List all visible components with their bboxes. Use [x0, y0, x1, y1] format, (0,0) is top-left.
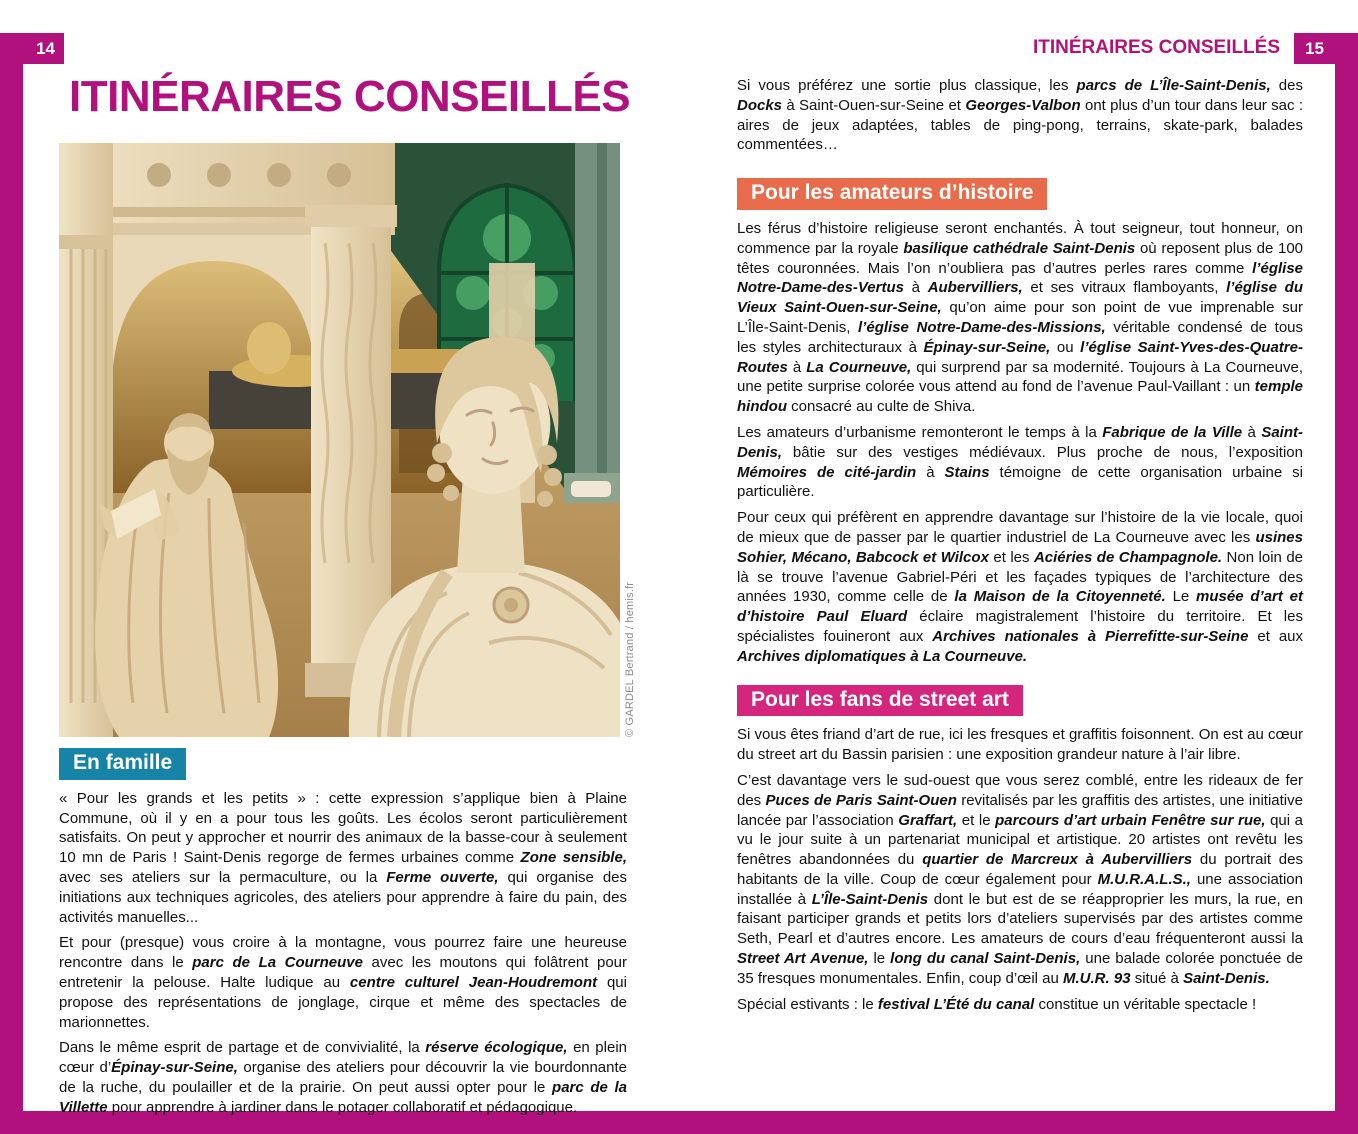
- left-page-text-column: [59, 748, 627, 1124]
- paragraph: Les férus d’histoire religieuse seront enchantés. À tout seigneur, tout honneur, on commence par la royale basilique cathédrale Saint-Denis où reposent plus de 100 têtes couronnées. Mais l’on n’oubliera pas d’autres perles rares comme l’église Notre-Dame-des-Vertus à Aubervilliers, et ses vitraux flamboyants, l’église du Vieux Saint-Ouen-sur-Seine, qu’on aime pour son point de vue imprenable sur L’Île-Saint-Denis, l’église Notre-Dame-des-Missions, véritable condensé de tous les styles architecturaux à Épinay-sur-Seine, ou l’église Saint-Yves-des-Quatre-Routes à La Courneuve, qui surprend par sa modernité. Toujours à La Courneuve, une petite surprise colorée vous attend au fond de l’avenue Paul-Vaillant : un temple hindou consacré au culte de Shiva.: [737, 219, 1304, 416]
- paragraph: C’est davantage vers le sud-ouest que vous serez comblé, entre les rideaux de fer des Puces de Paris Saint-Ouen revitalisés par les graffitis des artistes, une initiative lancée par l’association Graffart, et le parcours d’art urbain Fenêtre sur rue, qui a vu le jour suite à un partenariat municipal et artistique. 20 artistes ont revêtu les fenêtres abandonnées du quartier de Marcreux à Aubervilliers du portrait des habitants de la ville. Coup de cœur également pour M.U.R.A.L.S., une association installée à L’Île-Saint-Denis dont le but est de se réapproprier les murs, la rue, en faisant participer grands et petits lors d’ateliers supervisés par des artistes comme Seth, Pearl et d’autres encore. Les amateurs de cours d’eau fréquenteront aussi la Street Art Avenue, le long du canal Saint-Denis, une balade colorée ponctuée de 35 fresques monumentales. Enfin, coup d’œil au M.U.R. 93 situé à Saint-Denis.: [737, 771, 1304, 987]
- paragraph: « Pour les grands et les petits » : cette expression s’applique bien à Plaine Commune, où il y en a pour tous les goûts. Les écolos seront particulièrement satisfaits. On peut y approcher et nourrir des animaux de la basse-cour à seulement 10 mn de Paris ! Saint-Denis regorge de fermes urbaines comme Zone sensible, avec ses ateliers sur la permaculture, ou la Ferme ouverte, qui organise des initiations aux techniques agricoles, des ateliers pour apprendre à faire du pain, des activités manuelles...: [59, 789, 627, 926]
- right-page-text-column: [737, 76, 1303, 1020]
- page-title: ITINÉRAIRES CONSEILLÉS: [69, 72, 631, 121]
- section-heading-en-famille: En famille: [59, 748, 186, 780]
- paragraph: Spécial estivants : le festival L’Été du canal constitue un véritable spectacle !: [737, 995, 1257, 1013]
- section-heading-street-art: Pour les fans de street art: [737, 685, 1023, 717]
- left-edge-bar: [0, 33, 23, 1134]
- paragraph: Et pour (presque) vous croire à la montagne, vous pourrez faire une heureuse rencontre dans le parc de La Courneuve avec les moutons qui folâtrent pour entretenir la pelouse. Halte ludique au centre culturel Jean-Houdremont qui propose des représentations de jonglage, cirque et même des spectacles de marionnettes.: [59, 934, 628, 1031]
- paragraph: Dans le même esprit de partage et de convivialité, la réserve écologique, en plein cœur d’Épinay-sur-Seine, organise des ateliers pour découvrir la vie bourdonnante de la ruche, du poulailler et de la prairie. On peut aussi opter pour le parc de la Villette pour apprendre à jardiner dans le potager collaboratif et pédagogique.: [59, 1039, 627, 1116]
- paragraph: Pour ceux qui préfèrent en apprendre davantage sur l’histoire de la vie locale, quoi de mieux que de passer par le quartier industriel de La Courneuve avec les usines Sohier, Mécano, Babcock et Wilcox et les Aciéries de Champagnole. Non loin de là se trouve l’avenue Gabriel-Péri et les façades typiques de l’architecture des années 1930, comme celle de la Maison de la Citoyenneté. Le musée d’art et d’histoire Paul Eluard éclaire magistralement l’histoire du territoire. Et les spécialistes fouineront aux Archives nationales à Pierrefitte-sur-Seine et aux Archives diplomatiques à La Courneuve.: [737, 509, 1304, 665]
- paragraph: Si vous préférez une sortie plus classique, les parcs de L’Île-Saint-Denis, des Docks à Saint-Ouen-sur-Seine et Georges-Valbon ont plus d’un tour dans leur sac : aires de jeux adaptées, tables de ping-pong, terrains, skate-park, balades commentées…: [737, 77, 1304, 154]
- page-number-left: 14: [0, 33, 64, 64]
- right-edge-bar: [1335, 33, 1358, 1134]
- basilica-statues-photo: [59, 143, 620, 737]
- paragraph: Si vous êtes friand d’art de rue, ici les fresques et graffitis foisonnent. On est au cœur du street art du Bassin parisien : une exposition grandeur nature à l’air libre.: [737, 726, 1303, 764]
- paragraph: Les amateurs d’urbanisme remonteront le temps à la Fabrique de la Ville à Saint-Denis, bâtie sur des vestiges médiévaux. Plus proche de nous, l’exposition Mémoires de cité-jardin à Stains témoigne de cette organisation urbaine si particulière.: [737, 423, 1303, 501]
- statues-photo-illustration: [59, 143, 620, 737]
- page-number-right: 15: [1294, 33, 1358, 64]
- running-header: ITINÉRAIRES CONSEILLÉS: [1032, 37, 1280, 58]
- section-heading-histoire: Pour les amateurs d’histoire: [737, 178, 1047, 210]
- photo-credit: © GARDEL Bertrand / hemis.fr: [624, 581, 636, 737]
